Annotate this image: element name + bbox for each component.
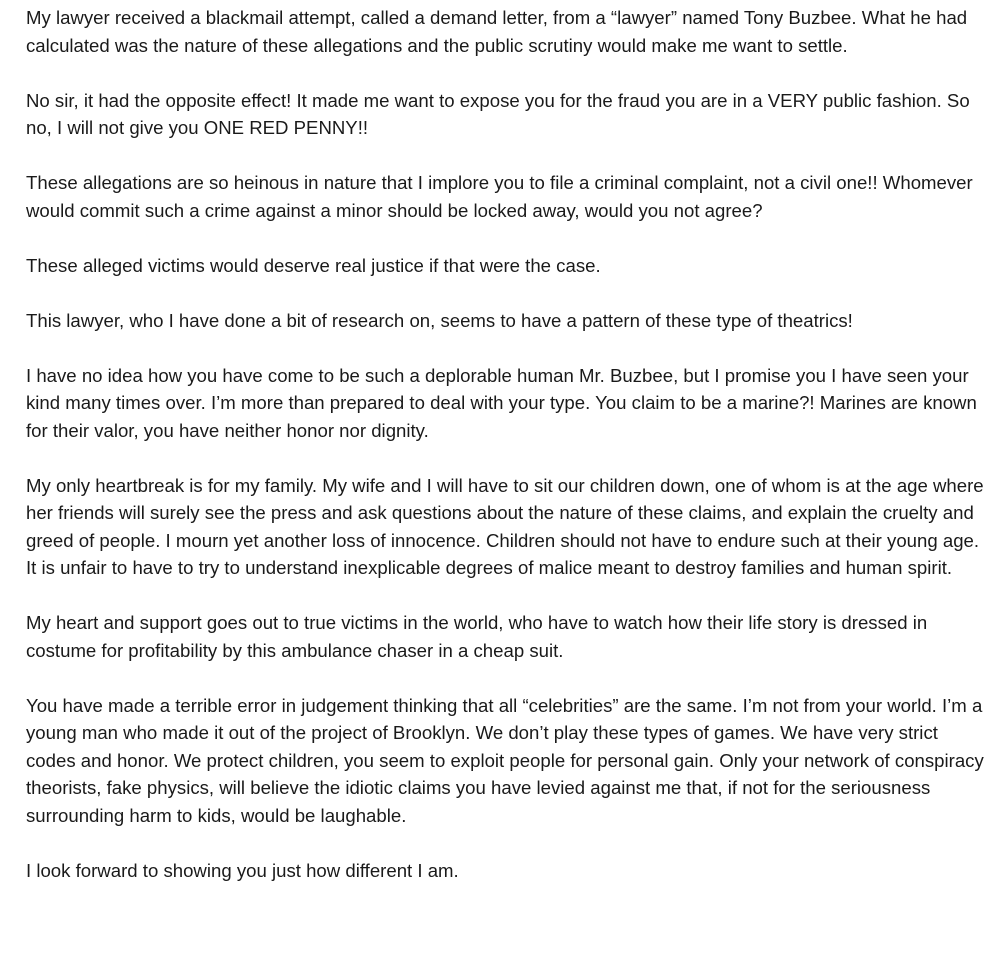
paragraph-5: This lawyer, who I have done a bit of research on, seems to have a pattern of these type of theatrics! <box>26 309 853 331</box>
paragraph-2: No sir, it had the opposite effect! It made me want to expose you for the fraud you are in a VERY public fashion. So no, I will not give you ONE RED PENNY!! <box>26 89 970 138</box>
paragraph-8: My heart and support goes out to true victims in the world, who have to watch how their life story is dressed in costume for profitability by this ambulance chaser in a cheap suit. <box>26 612 928 661</box>
paragraph-1: My lawyer received a blackmail attempt, called a demand letter, from a “lawyer” named Tony Buzbee. What he had calculated was the nature of these allegations and the public scrutiny would make me want to settle. <box>26 7 968 56</box>
paragraph-9: You have made a terrible error in judgement thinking that all “celebrities” are the same. I’m not from your world. I’m a young man who made it out of the project of Brooklyn. We don’t play these types of games. We have very strict codes and honor. We protect children, you seem to exploit people for personal gain. Only your network of conspiracy theorists, fake physics, will believe the idiotic claims you have levied against me that, if not for the seriousness surrounding harm to kids, would be laughable. <box>26 694 984 826</box>
paragraph-6: I have no idea how you have come to be such a deplorable human Mr. Buzbee, but I promise you I have seen your kind many times over. I’m more than prepared to deal with your type. You claim to be a marine?! Marines are known for their valor, you have neither honor nor dignity. <box>26 364 977 441</box>
paragraph-3: These allegations are so heinous in nature that I implore you to file a criminal complaint, not a civil one!! Whomever would commit such a crime against a minor should be locked away, would you not agree? <box>26 172 973 221</box>
paragraph-4: These alleged victims would deserve real justice if that were the case. <box>26 254 601 276</box>
paragraph-10: I look forward to showing you just how different I am. <box>26 859 459 881</box>
paragraph-7: My only heartbreak is for my family. My wife and I will have to sit our children down, one of whom is at the age where her friends will surely see the press and ask questions about the nature of these claims, and explain the cruelty and greed of people. I mourn yet another loss of innocence. Children should not have to endure such at their young age. It is unfair to have to try to understand inexplicable degrees of malice meant to destroy families and human spirit. <box>26 474 984 578</box>
